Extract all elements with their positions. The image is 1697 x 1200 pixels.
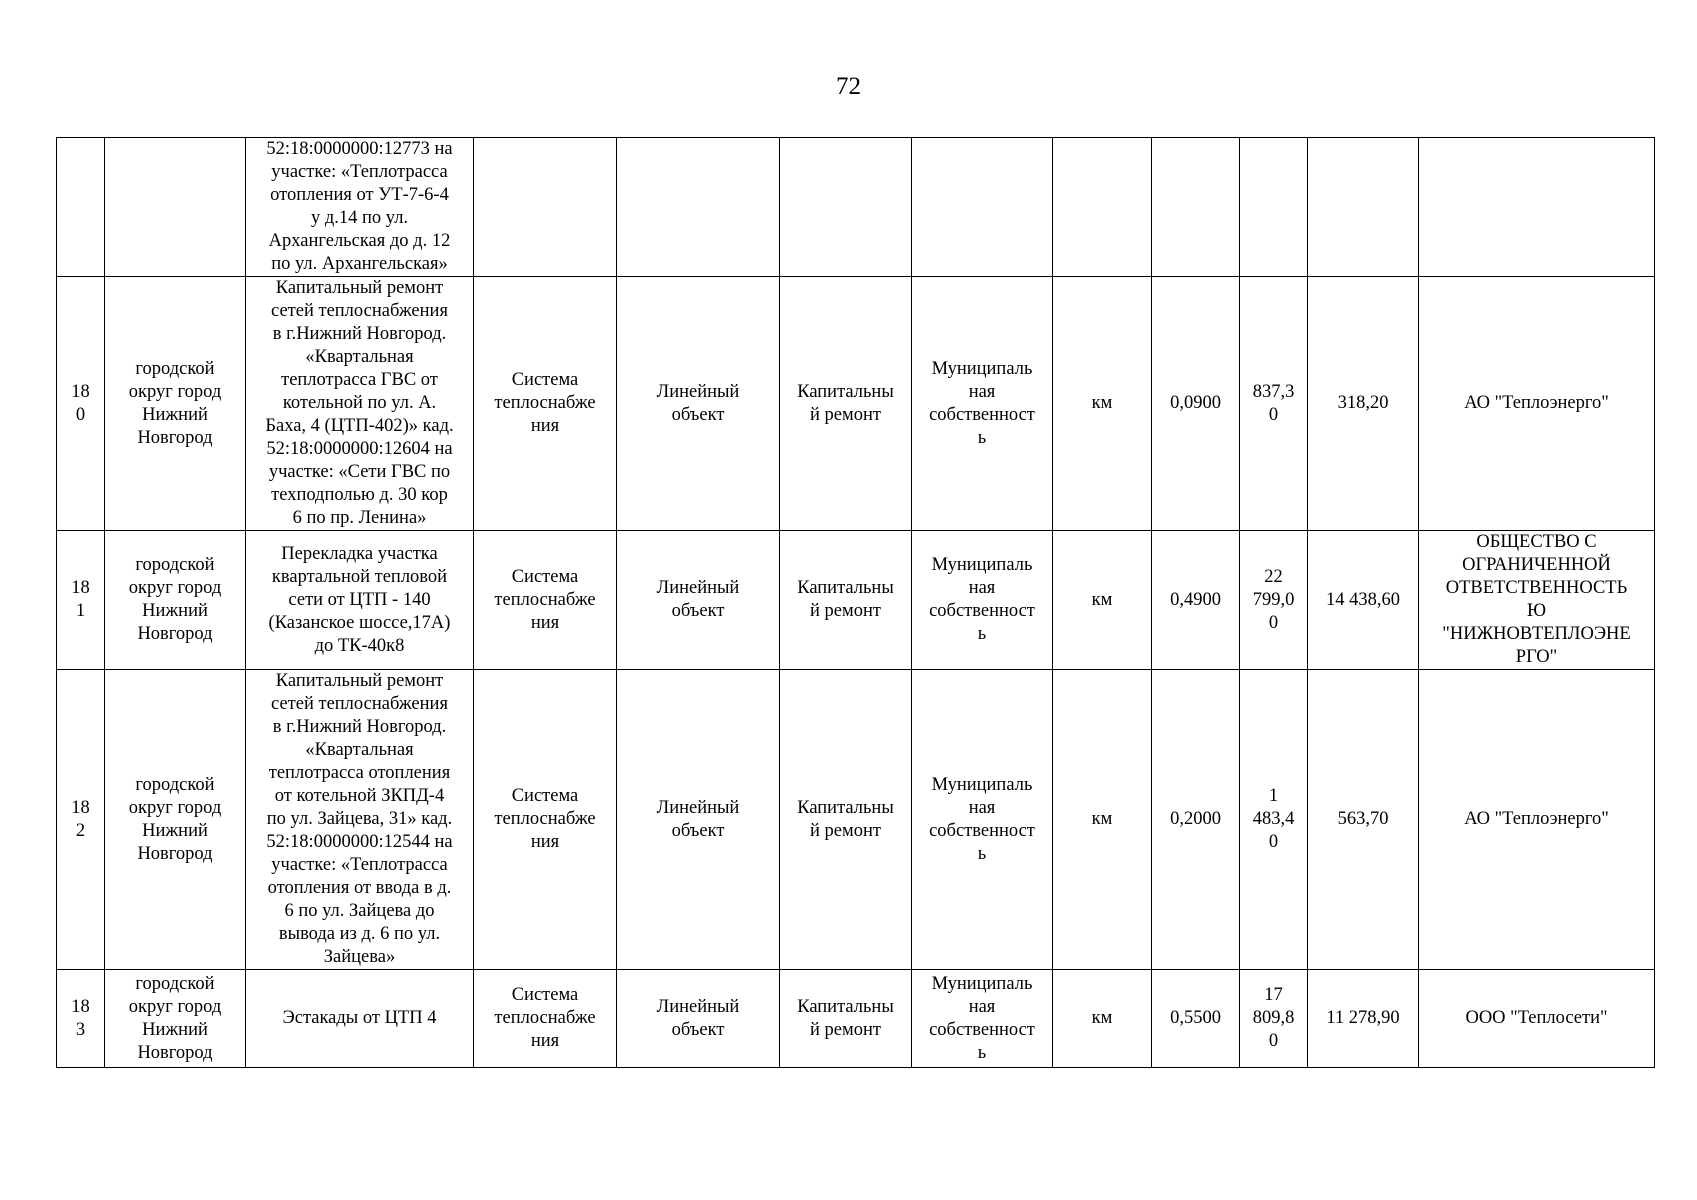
description-cell — [246, 138, 474, 277]
object-type-cell — [617, 277, 780, 531]
cell-line: Линейный — [656, 578, 740, 598]
system-cell — [474, 670, 617, 970]
system-cell — [474, 277, 617, 531]
cell-line: от котельной ЗКПД-4 — [274, 786, 445, 806]
cell-line: теплоснабже — [494, 589, 596, 610]
cell-line: округ город — [128, 381, 222, 402]
cell-line: Новгород — [137, 427, 213, 448]
organization-cell — [1419, 970, 1655, 1068]
cell-line: ния — [530, 416, 560, 436]
cell-line: ОБЩЕСТВО С — [1476, 532, 1597, 552]
cell-line: ния — [530, 832, 560, 852]
cell-line: «Квартальная — [305, 740, 414, 760]
amount-cell: 563,70 — [1308, 670, 1419, 970]
cell-line: 809,8 — [1252, 1008, 1295, 1028]
district-cell — [105, 138, 246, 277]
cell-line: сети от ЦТП - 140 — [288, 589, 431, 610]
cell-line: техподполью д. 30 кор — [271, 485, 448, 505]
cell-line: округ город — [128, 797, 222, 818]
cell-line: ь — [977, 624, 987, 644]
cell-line: Зайцева» — [323, 947, 396, 967]
table-row — [57, 970, 1655, 1068]
organization-cell — [1419, 277, 1655, 531]
cost-cell — [1240, 138, 1308, 277]
cell-line: теплоснабже — [494, 809, 596, 829]
row-number-cell — [57, 531, 105, 670]
cell-line: котельной по ул. А. — [282, 393, 437, 413]
quantity-cell: 0,5500 — [1152, 970, 1240, 1068]
cell-line: 3 — [75, 1019, 86, 1040]
system-cell — [474, 970, 617, 1068]
description-cell — [246, 277, 474, 531]
cell-line: ния — [530, 1031, 560, 1051]
cell-line: ОГРАНИЧЕННОЙ — [1462, 555, 1611, 575]
cell-line: собственност — [929, 1019, 1035, 1040]
cell-line: Капитальны — [797, 578, 894, 598]
ownership-cell — [912, 970, 1053, 1068]
cell-line: 1 — [1268, 786, 1279, 806]
cell-line: Новгород — [137, 624, 213, 644]
organization-cell — [1419, 138, 1655, 277]
cell-line: й ремонт — [810, 404, 881, 425]
cell-line: Система — [511, 566, 579, 587]
ownership-cell — [912, 138, 1053, 277]
cell-line: Муниципаль — [931, 555, 1033, 575]
cell-line: теплоснабже — [494, 1008, 596, 1028]
cell-line: (Казанское шоссе,17А) — [268, 612, 451, 633]
cell-line: 2 — [75, 820, 86, 841]
cell-line: Новгород — [137, 1042, 213, 1063]
cell-line: в г.Нижний Новгород. — [272, 324, 447, 344]
cell-line: 18 — [71, 381, 90, 402]
unit-cell — [1053, 138, 1152, 277]
cell-line: Муниципаль — [931, 774, 1033, 795]
cell-line: ная — [968, 797, 996, 818]
cell-line: ь — [977, 1042, 987, 1063]
row-number-cell — [57, 970, 105, 1068]
cell-line: 1 — [75, 601, 86, 621]
cell-line: ная — [968, 381, 996, 402]
cell-line: ОТВЕТСТВЕННОСТЬ — [1445, 578, 1628, 598]
district-cell — [105, 531, 246, 670]
cell-line: 0 — [1268, 832, 1279, 852]
cost-cell — [1240, 970, 1308, 1068]
cell-line: Линейный — [656, 381, 740, 402]
cell-line: 18 — [71, 797, 90, 818]
cell-line: Эстакады от ЦТП 4 — [282, 1008, 437, 1028]
cell-line: отопления от УТ-7-6-4 — [270, 185, 449, 205]
cell-line: теплоснабже — [494, 393, 596, 413]
cell-line: ООО "Теплосети" — [1465, 1008, 1608, 1028]
table-row — [57, 138, 1655, 277]
work-type-cell — [780, 970, 912, 1068]
organization-cell — [1419, 531, 1655, 670]
cell-line: Система — [511, 370, 579, 390]
object-type-cell — [617, 138, 780, 277]
cell-line: отопления от ввода в д. — [267, 878, 452, 898]
cell-line: городской — [135, 774, 215, 795]
amount-cell: 11 278,90 — [1308, 970, 1419, 1068]
cell-line: "НИЖНОВТЕПЛОЭНЕ — [1442, 624, 1631, 644]
district-cell — [105, 970, 246, 1068]
cell-line: Капитальный ремонт — [275, 671, 444, 691]
cell-line: по ул. Зайцева, 31» кад. — [266, 809, 453, 829]
cell-line: ная — [968, 578, 996, 598]
cell-line: 0 — [1268, 612, 1279, 633]
cell-line: Нижний — [142, 820, 208, 841]
row-number-cell — [57, 670, 105, 970]
cell-line: Баха, 4 (ЦТП-402)» кад. — [265, 416, 454, 436]
cell-line: вывода из д. 6 по ул. — [278, 924, 441, 944]
system-cell — [474, 138, 617, 277]
table-row — [57, 277, 1655, 531]
cell-line: 52:18:0000000:12773 на — [266, 139, 453, 159]
registry-table — [56, 137, 1655, 1068]
cell-line: Новгород — [137, 843, 213, 864]
cell-line: городской — [135, 973, 215, 994]
unit-cell: км — [1053, 531, 1152, 670]
cell-line: по ул. Архангельская» — [271, 254, 448, 274]
cell-line: Архангельская до д. 12 — [268, 231, 451, 251]
unit-cell: км — [1053, 277, 1152, 531]
work-type-cell — [780, 138, 912, 277]
cell-line: 0 — [1268, 404, 1279, 425]
amount-cell — [1308, 138, 1419, 277]
cell-line: собственност — [929, 820, 1035, 841]
cell-line: участке: «Теплотрасса — [271, 855, 448, 875]
cell-line: 483,4 — [1252, 809, 1295, 829]
cell-line: ния — [530, 612, 560, 633]
cell-line: объект — [671, 820, 725, 841]
cell-line: Муниципаль — [931, 973, 1033, 994]
cell-line: сетей теплоснабжения — [271, 301, 448, 321]
cell-line: 52:18:0000000:12604 на — [266, 439, 453, 459]
unit-cell: км — [1053, 670, 1152, 970]
cell-line: «Квартальная — [305, 347, 414, 367]
description-cell — [246, 670, 474, 970]
cell-line: Нижний — [142, 601, 208, 621]
table-row — [57, 670, 1655, 970]
cell-line: 17 — [1264, 985, 1283, 1005]
cell-line: в г.Нижний Новгород. — [272, 717, 447, 737]
cell-line: Муниципаль — [931, 358, 1033, 379]
cell-line: сетей теплоснабжения — [271, 694, 448, 714]
organization-cell — [1419, 670, 1655, 970]
quantity-cell — [1152, 138, 1240, 277]
cell-line: 6 по пр. Ленина» — [292, 508, 427, 528]
cell-line: 18 — [71, 578, 90, 598]
cell-line: до ТК-40к8 — [314, 635, 405, 656]
cell-line: й ремонт — [810, 601, 881, 621]
object-type-cell — [617, 670, 780, 970]
cell-line: Ю — [1526, 601, 1546, 621]
ownership-cell — [912, 277, 1053, 531]
cell-line: Нижний — [142, 404, 208, 425]
cell-line: округ город — [128, 996, 222, 1017]
cell-line: объект — [671, 1019, 725, 1040]
row-number-cell — [57, 277, 105, 531]
ownership-cell — [912, 531, 1053, 670]
work-type-cell — [780, 531, 912, 670]
ownership-cell — [912, 670, 1053, 970]
table-body — [57, 138, 1655, 1068]
cell-line: собственност — [929, 601, 1035, 621]
cell-line: Линейный — [656, 797, 740, 818]
cell-line: ная — [968, 996, 996, 1017]
cell-line: участке: «Сети ГВС по — [268, 462, 451, 482]
cell-line: 0 — [75, 404, 86, 425]
cell-line: 18 — [71, 996, 90, 1017]
amount-cell: 318,20 — [1308, 277, 1419, 531]
cell-line: 0 — [1268, 1031, 1279, 1051]
cell-line: городской — [135, 358, 215, 379]
district-cell — [105, 670, 246, 970]
cell-line: объект — [671, 601, 725, 621]
cell-line: Система — [511, 985, 579, 1005]
quantity-cell: 0,0900 — [1152, 277, 1240, 531]
cell-line: ь — [977, 427, 987, 448]
cell-line: округ город — [128, 578, 222, 598]
cell-line: 799,0 — [1252, 589, 1295, 610]
cell-line: Капитальны — [797, 381, 894, 402]
cell-line: Капитальны — [797, 797, 894, 818]
object-type-cell — [617, 970, 780, 1068]
cell-line: участке: «Теплотрасса — [271, 162, 448, 182]
table-row — [57, 531, 1655, 670]
cost-cell — [1240, 531, 1308, 670]
cell-line: Линейный — [656, 996, 740, 1017]
cell-line: объект — [671, 404, 725, 425]
cell-line: 52:18:0000000:12544 на — [266, 832, 453, 852]
object-type-cell — [617, 531, 780, 670]
amount-cell: 14 438,60 — [1308, 531, 1419, 670]
quantity-cell: 0,2000 — [1152, 670, 1240, 970]
cell-line: Нижний — [142, 1019, 208, 1040]
quantity-cell: 0,4900 — [1152, 531, 1240, 670]
cell-line: й ремонт — [810, 820, 881, 841]
cell-line: теплотрасса ГВС от — [281, 370, 438, 390]
cell-line: у д.14 по ул. — [310, 208, 409, 228]
cell-line: 6 по ул. Зайцева до — [284, 901, 435, 921]
cell-line: теплотрасса отопления — [268, 763, 451, 783]
cell-line: Перекладка участка — [281, 543, 438, 564]
cell-line: квартальной тепловой — [271, 566, 448, 587]
cell-line: собственност — [929, 404, 1035, 425]
district-cell — [105, 277, 246, 531]
cell-line: Система — [511, 786, 579, 806]
system-cell — [474, 531, 617, 670]
cell-line: городской — [135, 555, 215, 575]
description-cell — [246, 970, 474, 1068]
cell-line: Капитальный ремонт — [275, 278, 444, 298]
row-number-cell — [57, 138, 105, 277]
work-type-cell — [780, 277, 912, 531]
cost-cell — [1240, 670, 1308, 970]
cell-line: РГО" — [1515, 647, 1558, 667]
cell-line: й ремонт — [810, 1019, 881, 1040]
page-number: 72 — [836, 73, 861, 100]
cell-line: 22 — [1264, 566, 1283, 587]
cell-line: АО "Теплоэнерго" — [1464, 393, 1609, 413]
work-type-cell — [780, 670, 912, 970]
description-cell — [246, 531, 474, 670]
cell-line: АО "Теплоэнерго" — [1464, 809, 1609, 829]
cost-cell — [1240, 277, 1308, 531]
unit-cell: км — [1053, 970, 1152, 1068]
cell-line: 837,3 — [1252, 381, 1295, 402]
cell-line: ь — [977, 843, 987, 864]
cell-line: Капитальны — [797, 996, 894, 1017]
